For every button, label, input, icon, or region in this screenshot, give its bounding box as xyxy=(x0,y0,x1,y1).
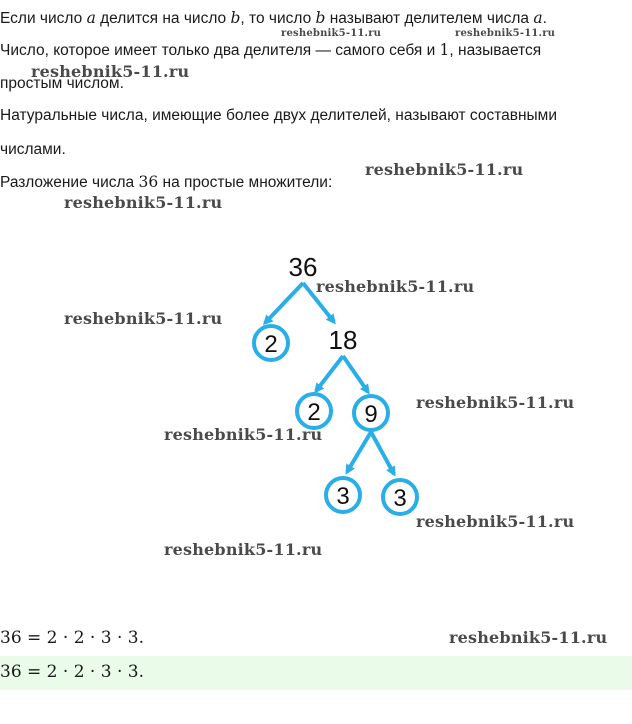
var-b: b xyxy=(315,9,326,27)
tree-arrow xyxy=(343,356,368,392)
text-part: делится на число xyxy=(95,10,231,27)
watermark: reshebnik5-11.ru xyxy=(416,512,575,531)
watermark: reshebnik5-11.ru xyxy=(31,62,190,81)
watermark: reshebnik5-11.ru xyxy=(455,28,556,39)
tree-arrow xyxy=(347,432,371,472)
text-part: . xyxy=(542,10,547,27)
node-left1: 2 xyxy=(264,331,278,358)
var-b: b xyxy=(230,9,241,27)
text-part: , называется xyxy=(449,42,542,59)
node-right2: 9 xyxy=(364,401,378,428)
watermark: reshebnik5-11.ru xyxy=(164,425,323,444)
node-root: 36 xyxy=(288,252,318,282)
node-right1: 18 xyxy=(328,325,358,355)
watermark: reshebnik5-11.ru xyxy=(365,160,524,179)
watermark: reshebnik5-11.ru xyxy=(316,277,475,296)
watermark: reshebnik5-11.ru xyxy=(64,193,223,212)
text-part: , то число xyxy=(240,10,316,27)
tree-arrow xyxy=(371,432,394,474)
tree-arrow xyxy=(265,283,303,323)
watermark: reshebnik5-11.ru xyxy=(281,28,382,39)
math-number: 36 xyxy=(138,173,159,191)
var-a: a xyxy=(533,9,543,27)
math-one: 1 xyxy=(439,41,450,59)
tree-arrow xyxy=(316,356,343,391)
node-right3: 3 xyxy=(393,485,407,512)
watermark: reshebnik5-11.ru xyxy=(449,628,608,647)
answer-equation: 36 = 2 · 2 · 3 · 3. xyxy=(0,662,144,682)
definition-composite: Натуральные числа, имеющие более двух делителей, называют составными xyxy=(0,107,557,124)
text-part: Число, которое имеет только два делителя — самого себя и xyxy=(0,42,440,59)
text-part: Разложение числа xyxy=(0,174,139,191)
watermark: reshebnik5-11.ru xyxy=(164,540,323,559)
var-a: a xyxy=(86,9,96,27)
watermark: reshebnik5-11.ru xyxy=(416,393,575,412)
node-left3: 3 xyxy=(336,483,350,510)
text-part: Если число xyxy=(0,10,87,27)
factorization-equation: 36 = 2 · 2 · 3 · 3. xyxy=(0,628,144,648)
watermark: reshebnik5-11.ru xyxy=(64,309,223,328)
text-part: называют делителем числа xyxy=(325,10,534,27)
definition-prime-end: простым числом. xyxy=(0,75,124,92)
definition-composite-end: числами. xyxy=(0,141,66,158)
node-left2: 2 xyxy=(307,399,321,426)
text-part: на простые множители: xyxy=(158,174,333,191)
